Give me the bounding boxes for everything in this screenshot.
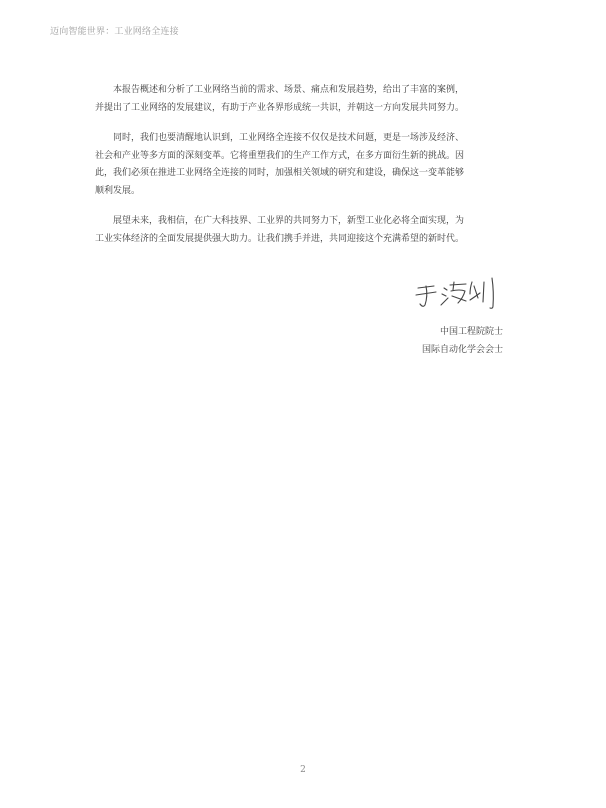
paragraph-line: 此，我们必须在推进工业网络全连接的同时，加强相关领域的研究和建设，确保这一变革能够 [95,168,465,178]
paragraph-line: 并提出了工业网络的发展建议，有助于产业各界形成统一共识，并朝这一方向发展共同努力。 [95,102,465,113]
running-header: 迈向智能世界：工业网络全连接 [50,27,179,37]
signer-title-1: 中国工程院院士 [439,327,503,337]
paragraph-line: 社会和产业等多方面的深刻变革。它将重塑我们的生产工作方式，在多方面衍生新的挑战。因 [95,150,465,161]
handwritten-signature [414,276,506,310]
page-number: 2 [300,765,306,775]
paragraph-line: 展望未来，我相信，在广大科技界、工业界的共同努力下，新型工业化必将全面实现，为 [113,216,465,226]
signer-title-2: 国际自动化学会会士 [421,345,503,355]
paragraph-1 [95,82,513,117]
paragraph-3 [95,213,513,248]
paragraph-2 [95,130,513,200]
paragraph-line: 顺利发展。 [95,185,141,196]
paragraph-line: 本报告概述和分析了工业网络当前的需求、场景、痛点和发展趋势，给出了丰富的案例， [113,85,465,95]
foreword-body [95,82,513,261]
signer-block [422,323,503,359]
paragraph-line: 工业实体经济的全面发展提供强大助力。让我们携手并进，共同迎接这个充满希望的新时代。 [95,233,465,244]
paragraph-line: 同时，我们也要清醒地认识到，工业网络全连接不仅仅是技术问题，更是一场涉及经济、 [113,133,465,143]
